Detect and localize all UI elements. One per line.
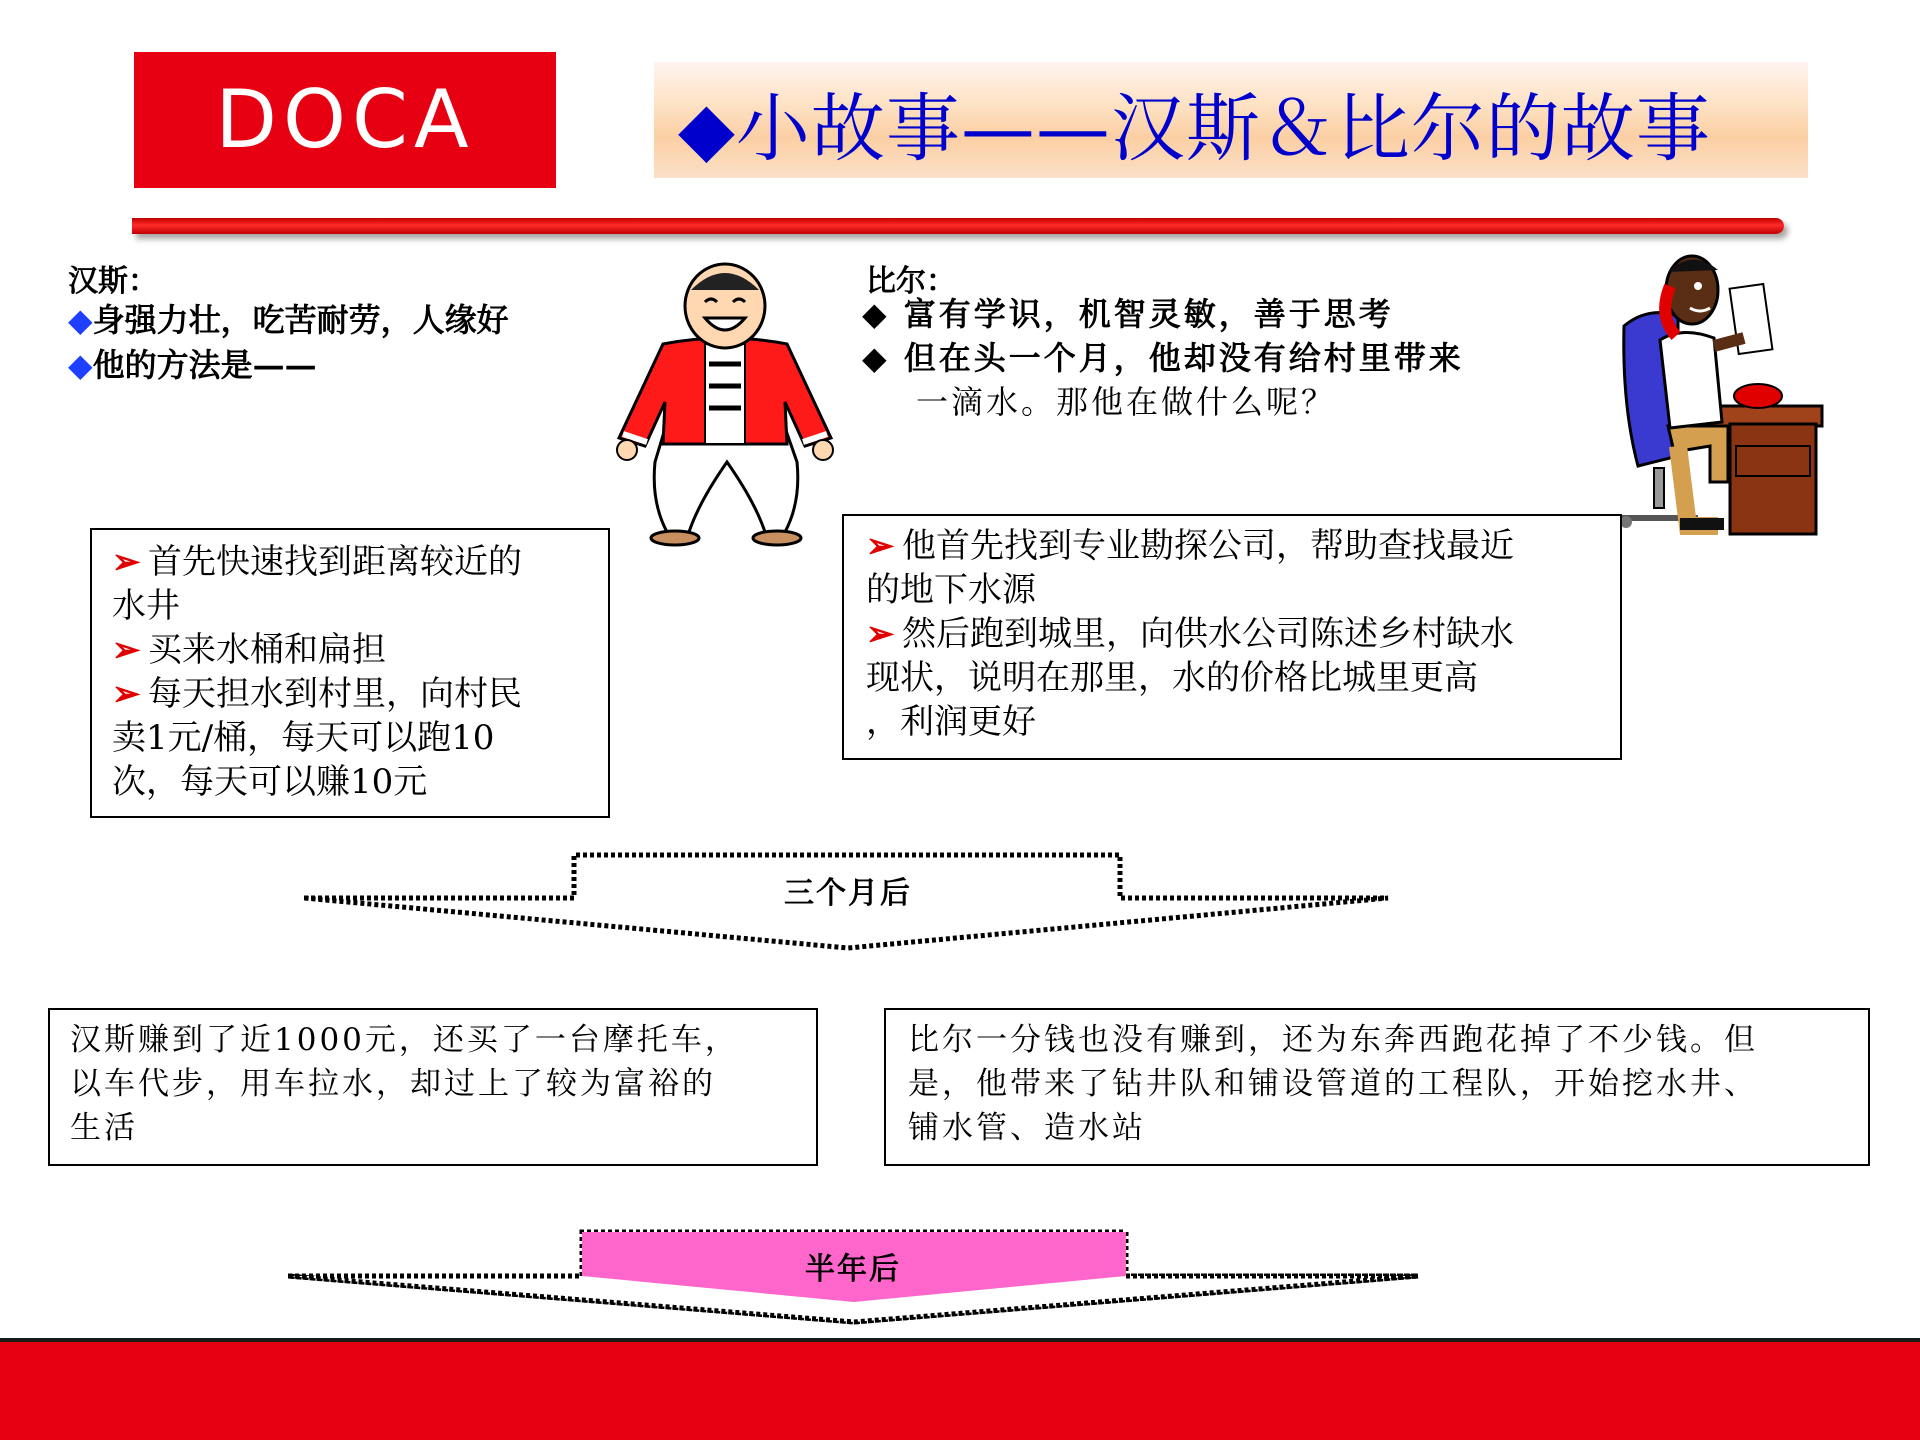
list-item-continued: 的地下水源 bbox=[866, 570, 1036, 610]
result-line: 汉斯赚到了近1000元，还买了一台摩托车， bbox=[70, 1022, 739, 1058]
hans-result-box bbox=[48, 1008, 818, 1166]
hans-bullet: ◆他的方法是—— bbox=[68, 346, 317, 384]
arrow-bullet-icon: ➢ bbox=[112, 630, 141, 670]
result-line: 比尔一分钱也没有赚到，还为东奔西跑花掉了不少钱。但 bbox=[908, 1022, 1758, 1058]
diamond-bullet-icon: ◆ bbox=[68, 346, 93, 384]
bill-method-box bbox=[842, 514, 1622, 760]
result-line: 生活 bbox=[70, 1110, 138, 1146]
hans-heading: 汉斯： bbox=[68, 264, 158, 299]
bill-heading: 比尔： bbox=[866, 264, 956, 299]
arrow-bullet-icon: ➢ bbox=[112, 542, 141, 582]
result-line: 铺水管、造水站 bbox=[908, 1110, 1146, 1146]
bill-result-box bbox=[884, 1008, 1870, 1166]
bill-phone-cartoon bbox=[1618, 246, 1824, 546]
list-item-continued: 水井 bbox=[112, 586, 180, 626]
result-line: 以车代步，用车拉水，却过上了较为富裕的 bbox=[70, 1066, 716, 1102]
list-item: ➢ 首先快速找到距离较近的 bbox=[112, 542, 522, 582]
arrow-bullet-icon: ➢ bbox=[866, 614, 895, 654]
bill-bullet: ◆ 但在头一个月，他却没有给村里带来 bbox=[862, 339, 1464, 377]
logo-text: DOCA bbox=[215, 73, 475, 166]
three-months-label: 三个月后 bbox=[784, 876, 912, 911]
footer-band bbox=[0, 1338, 1920, 1440]
list-item-continued: ，利润更好 bbox=[866, 702, 1036, 742]
result-line: 是，他带来了钻井队和铺设管道的工程队，开始挖水井、 bbox=[908, 1066, 1758, 1102]
arrow-bullet-icon: ➢ bbox=[112, 674, 141, 714]
title-banner bbox=[654, 62, 1808, 178]
diamond-bullet-icon: ◆ bbox=[862, 295, 890, 333]
hans-method-box bbox=[90, 528, 610, 818]
half-year-label: 半年后 bbox=[805, 1252, 901, 1287]
list-item-continued: 次，每天可以赚10元 bbox=[112, 762, 428, 802]
hans-bullet: ◆身强力壮，吃苦耐劳，人缘好 bbox=[68, 301, 509, 339]
bill-bullet: ◆ 富有学识，机智灵敏，善于思考 bbox=[862, 295, 1394, 333]
page-title: ◆小故事——汉斯＆比尔的故事 bbox=[678, 86, 1711, 172]
diamond-bullet-icon: ◆ bbox=[68, 301, 93, 339]
header-divider bbox=[132, 218, 1784, 234]
list-item: ➢ 买来水桶和扁担 bbox=[112, 630, 386, 670]
list-item: ➢ 然后跑到城里，向供水公司陈述乡村缺水 bbox=[866, 614, 1514, 654]
list-item-continued: 卖1元/桶，每天可以跑10 bbox=[112, 718, 495, 758]
list-item: ➢ 他首先找到专业勘探公司，帮助查找最近 bbox=[866, 526, 1514, 566]
diamond-bullet-icon: ◆ bbox=[862, 339, 890, 377]
doca-logo bbox=[134, 52, 556, 188]
bill-bullet-continued: 一滴水。那他在做什么呢？ bbox=[916, 383, 1337, 421]
hans-cartoon-figure bbox=[605, 262, 845, 550]
list-item-continued: 现状，说明在那里，水的价格比城里更高 bbox=[866, 658, 1478, 698]
arrow-bullet-icon: ➢ bbox=[866, 526, 895, 566]
list-item: ➢ 每天担水到村里，向村民 bbox=[112, 674, 522, 714]
